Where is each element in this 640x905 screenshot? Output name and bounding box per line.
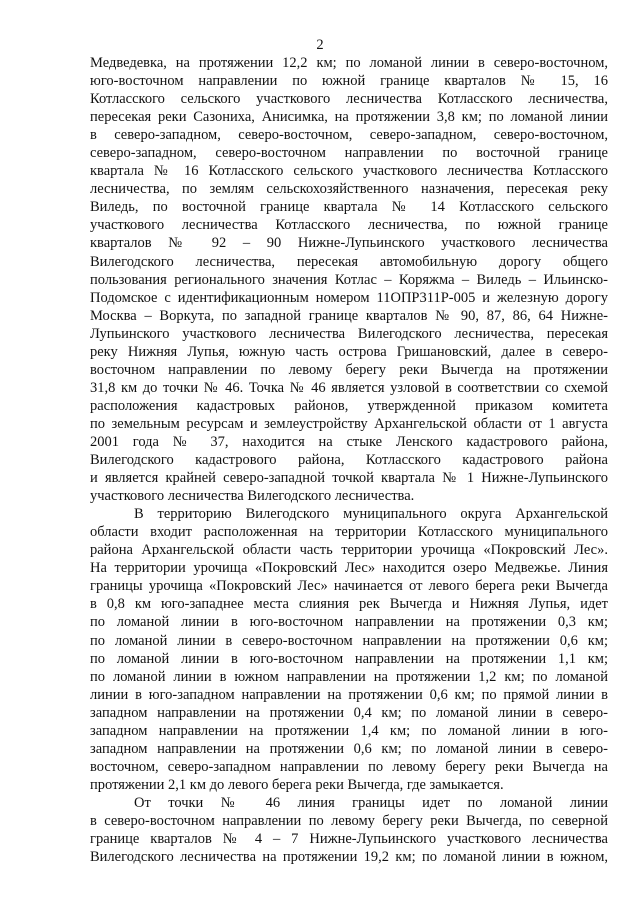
text-line: На территории урочища «Покровский Лес» находится озеро Медвежье. Линия (90, 560, 608, 577)
text-line: квартала № 16 Котласского сельского участкового лесничества Котласского (90, 163, 608, 180)
text-line: участкового лесничества Вилегодского лесничества. (90, 488, 415, 505)
paragraph (90, 54, 608, 505)
text-line: в северо-западном, северо-восточном, северо-западном, северо-восточном, (90, 127, 608, 144)
text-line: западном направлении на протяжении 0,4 км; по ломаной линии в северо- (90, 704, 608, 721)
text-line: границе кварталов № 4 – 7 Нижне-Лупьинского участкового лесничества (90, 831, 608, 848)
text-line: В территорию Вилегодского муниципального округа Архангельской (134, 506, 608, 523)
text-line: протяжении 2,1 км до левого берега реки Вычегда, где замыкается. (90, 776, 504, 793)
text-line: реку Нижняя Лупья, южную часть острова Гришановский, далее в северо- (90, 343, 608, 360)
text-line: Вилегодского лесничества на протяжении 19,2 км; по ломаной линии в южном, (90, 849, 608, 866)
text-line: по земельным ресурсам и землеустройству Архангельской области от 1 августа (90, 415, 608, 432)
text-line: Виледь, по восточной границе квартала № 14 Котласского сельского (90, 199, 608, 216)
text-line: Котласского сельского участкового лесничества Котласского лесничества, (90, 91, 608, 108)
text-line: расположения кадастровых районов, утвержденной приказом комитета (90, 397, 608, 414)
paragraph (90, 505, 608, 794)
text-line: северо-западном, северо-восточном направлении по восточной границе (90, 145, 608, 162)
text-line: Медведевка, на протяжении 12,2 км; по ломаной линии в северо-восточном, (90, 55, 608, 71)
text-line: Вилегодского лесничества, пересекая автомобильную дорогу общего (90, 253, 608, 270)
text-line: пользования регионального значения Котлас – Коряжма – Виледь – Ильинско- (90, 271, 608, 288)
document-body (90, 54, 608, 866)
text-line: западном направлении на протяжении 0,6 км; по ломаной линии в северо- (90, 740, 608, 757)
text-line: Лупьинского участкового лесничества Вилегодского лесничества, пересекая (90, 325, 608, 342)
text-line: западном направлении на протяжении 1,4 км; по ломаной линии в юго- (90, 722, 608, 739)
text-line: линии в юго-западном направлении на протяжении 0,6 км; по прямой линии в (90, 686, 608, 703)
text-line: и является крайней северо-западной точкой квартала № 1 Нижне-Лупьинского (90, 470, 608, 487)
text-line: области входит расположенная на территории Котласского муниципального (90, 524, 608, 541)
page-number: 2 (316, 37, 324, 53)
text-line: 31,8 км до точки № 46. Точка № 46 является узловой в соответствии со схемой (90, 379, 608, 396)
text-line: района Архангельской области часть территории урочища «Покровский Лес». (90, 542, 608, 559)
text-line: Вилегодского кадастрового района, Котласского кадастрового района (90, 452, 608, 469)
text-line: границы урочища «Покровский Лес» начинается от левого берега реки Вычегда (90, 578, 608, 595)
text-line: 2001 года № 37, находится на стыке Ленского кадастрового района, (90, 433, 608, 450)
text-line: пересекая реки Сазониха, Анисимка, на протяжении 3,8 км; по ломаной линии (90, 109, 608, 126)
text-line: лесничества, по землям сельскохозяйственного назначения, пересекая реку (90, 181, 608, 198)
text-line: Подомское с идентификационным номером 11ОПР311Р-005 и железную дорогу (90, 289, 608, 306)
text-line: юго-восточном направлении по южной границе кварталов № 15, 16 (90, 73, 608, 90)
text-line: восточном направлении по левому берегу реки Вычегда на протяжении (90, 361, 608, 378)
text-line: по ломаной линии в южном направлении на протяжении 1,2 км; по ломаной (90, 668, 608, 685)
text-line: участкового лесничества Котласского лесничества, по южной границе (90, 217, 608, 234)
text-line: в 0,8 км юго-западнее места слияния рек Вычегда и Нижняя Лупья, идет (90, 596, 608, 613)
text-line: по ломаной линии в северо-восточном направлении на протяжении 0,6 км; (90, 632, 608, 649)
text-line: по ломаной линии в юго-восточном направлении на протяжении 0,3 км; (90, 614, 608, 631)
text-line: От точки № 46 линия границы идет по ломаной линии (134, 794, 608, 811)
text-line: кварталов № 92 – 90 Нижне-Лупьинского участкового лесничества (90, 235, 608, 252)
text-line: в северо-восточном направлении по левому берегу реки Вычегда, по северной (90, 812, 608, 829)
text-line: Москва – Воркута, по западной границе кварталов № 90, 87, 86, 64 Нижне- (90, 307, 608, 324)
text-line: восточном, северо-западном направлении по левому берегу реки Вычегда на (90, 758, 608, 775)
paragraph (90, 794, 608, 866)
text-line: по ломаной линии в юго-восточном направлении на протяжении 1,1 км; (90, 650, 608, 667)
